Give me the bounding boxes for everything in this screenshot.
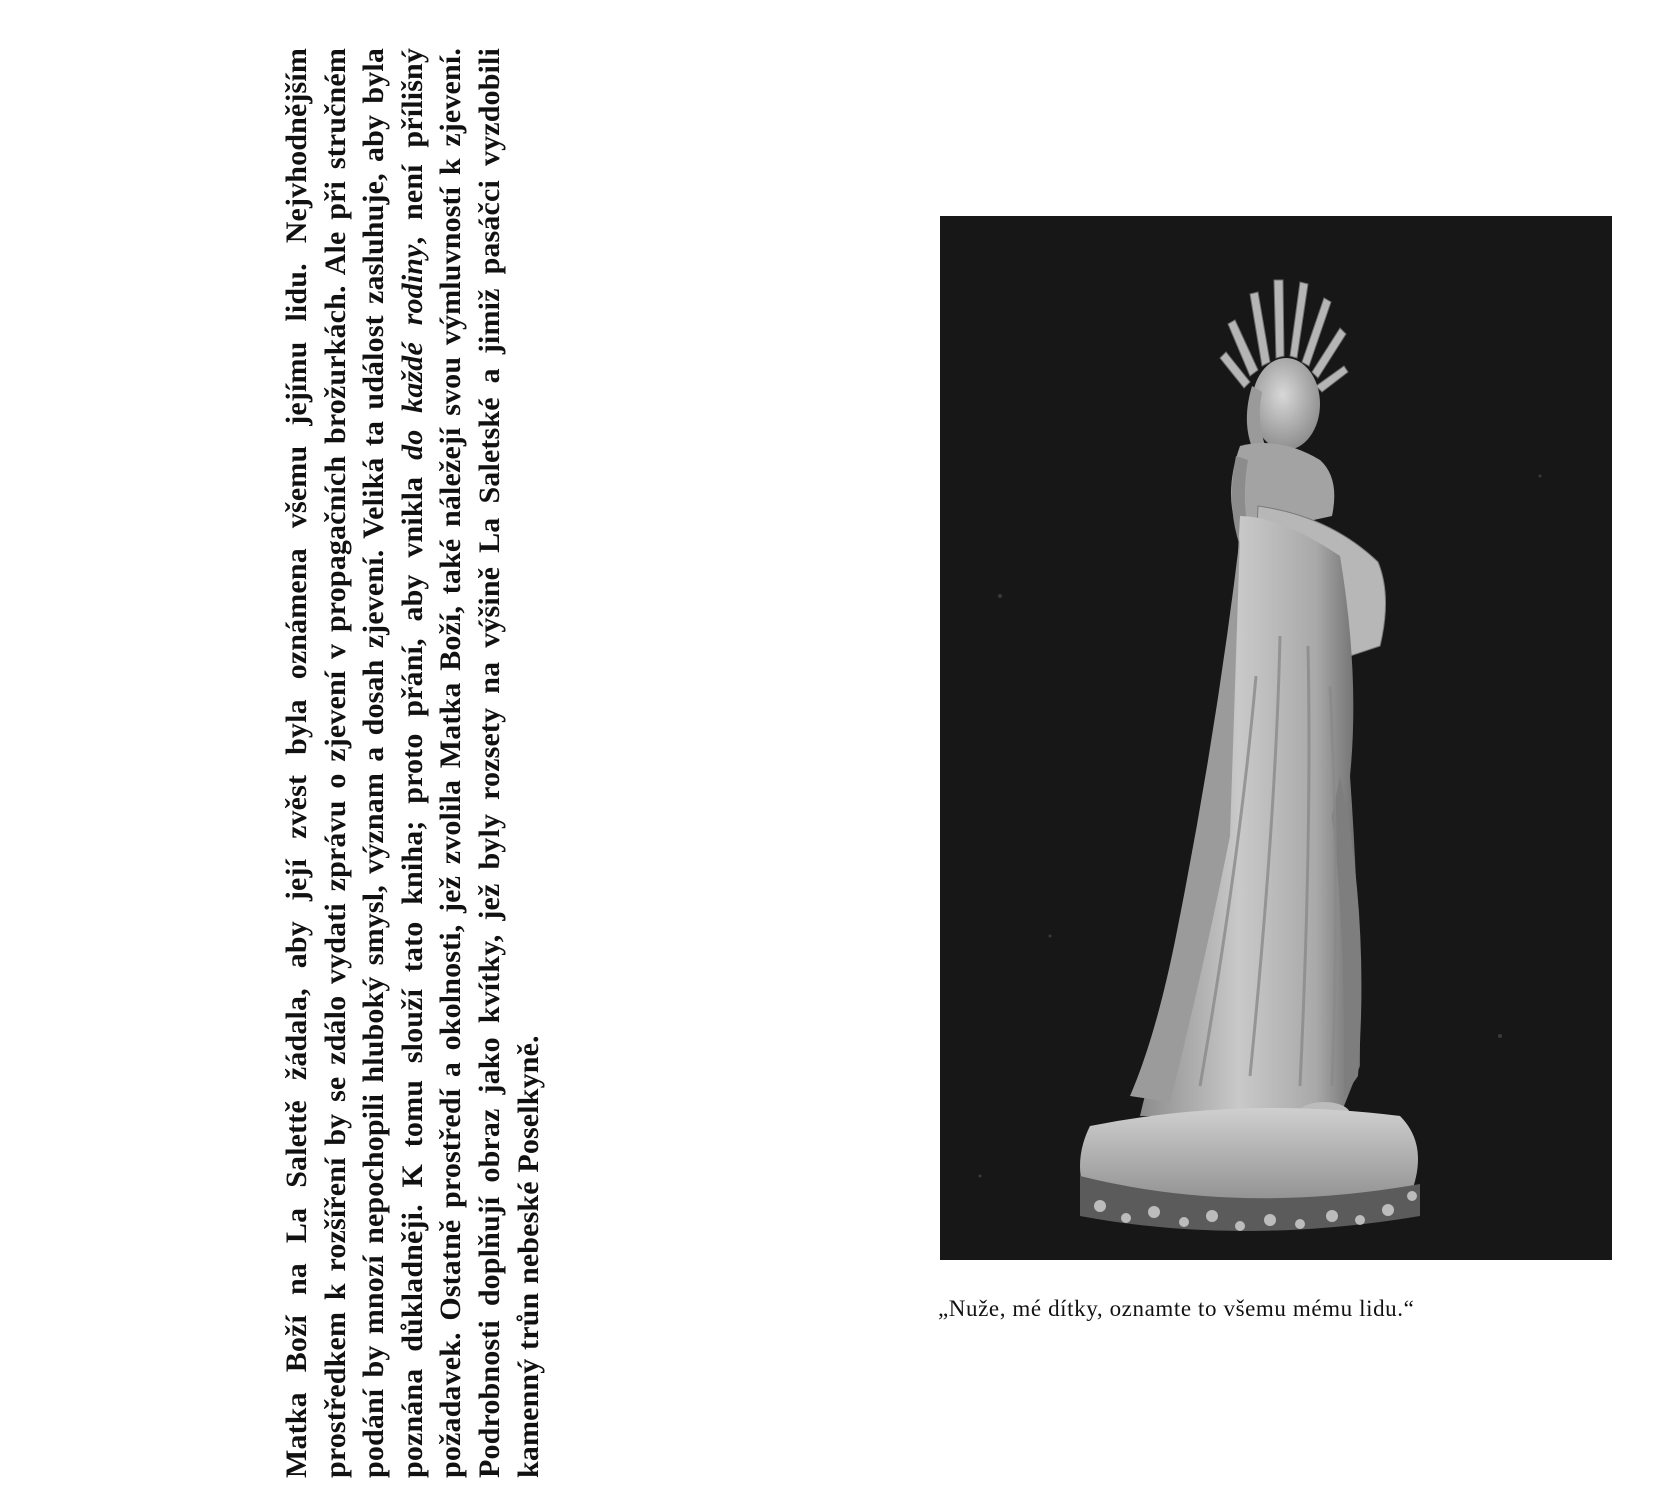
body-paragraph [278, 48, 548, 1478]
statue-photo [940, 216, 1612, 1260]
paragraph-part-1: Matka Boží na La Salettě žádala, aby její zvěst byla oznámena všemu jejímu lidu. Nejvhodnějším prostředkem k rozšíření by se zdálo vydati zprávu o zjevení v propagačních brožurkách. Ale při stručném podání by mnozí nepochopili hluboký smysl, význam a dosah zjevení. Veliká ta událost zasluhuje, aby byla poznána důkladněji. K tomu slouží tato kniha; proto přání, aby vnikla [280, 48, 429, 1478]
paragraph-part-2: , není přílišný požadavek. Ostatně prostředí a okolnosti, jež zvolila Matka Boží, také náležejí svou výmluvností k zjevení. Podrobnosti doplňují obraz jako kvítky, jež byly rozsety na výšině La Saletské a jimiž pasáčci vyzdobili kamenný trůn nebeské Poselkyně. [395, 47, 545, 1478]
photo-caption: „Nuže, mé dítky, oznamte to všemu mému lidu.“ [938, 1296, 1415, 1321]
paragraph-emphasis: do každé rodiny [395, 244, 429, 460]
rotated-text-column [278, 48, 548, 1478]
rotated-text-block [278, 48, 548, 1478]
